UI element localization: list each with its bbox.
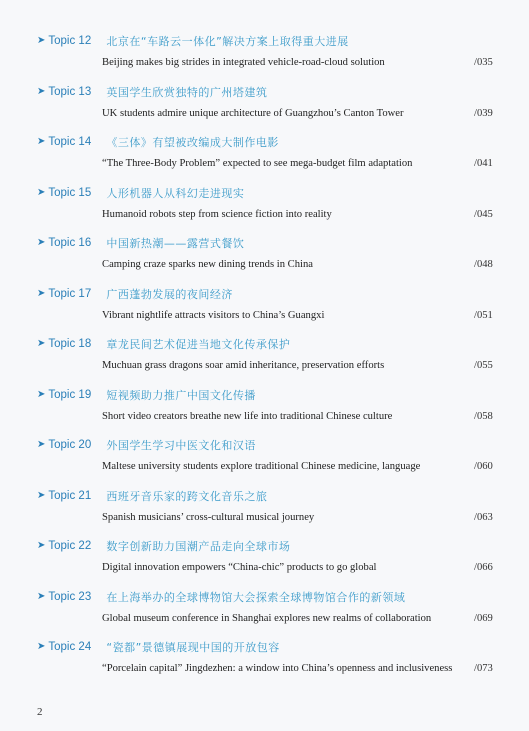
topic-label: Topic 20 — [48, 439, 92, 451]
topic-page-ref: /063 — [474, 511, 493, 523]
topic-title-zh: 《三体》有望被改编成大制作电影 — [106, 136, 279, 149]
toc-entry[interactable] — [0, 234, 529, 284]
topic-title-en: UK students admire unique architecture of Guangzhou’s Canton Tower — [102, 107, 404, 119]
topic-title-zh: 数字创新助力国潮产品走向全球市场 — [106, 540, 291, 553]
topic-title-en: Digital innovation empowers “China-chic” products to go global — [102, 562, 377, 573]
toc-entry-head — [37, 588, 405, 606]
topic-title-en: Maltese university students explore traditional Chinese medicine, language — [102, 461, 421, 472]
topic-title-en: Vibrant nightlife attracts visitors to China’s Guangxi — [102, 309, 325, 321]
toc-entry[interactable] — [0, 32, 529, 82]
topic-page-ref: /055 — [474, 360, 493, 371]
topic-page-ref: /045 — [474, 208, 493, 220]
topic-title-en: “The Three-Body Problem” expected to see mega-budget film adaptation — [102, 158, 413, 169]
topic-title-en: “Porcelain capital” Jingdezhen: a window into China’s openness and inclusiveness — [102, 663, 453, 674]
toc-entry[interactable] — [0, 335, 529, 385]
arrow-right-icon: ➤ — [37, 439, 46, 450]
topic-title-en: Global museum conference in Shanghai explores new realms of collaboration — [102, 612, 432, 624]
toc-entry-head — [37, 487, 267, 505]
arrow-right-icon: ➤ — [37, 136, 46, 147]
toc-entry[interactable] — [0, 537, 529, 587]
topic-page-ref: /039 — [474, 107, 493, 119]
topic-label: Topic 23 — [48, 590, 92, 603]
arrow-right-icon: ➤ — [37, 237, 46, 248]
arrow-right-icon: ➤ — [37, 540, 46, 551]
topic-label: Topic 16 — [48, 237, 92, 249]
arrow-right-icon: ➤ — [37, 590, 46, 602]
toc-entry-head — [37, 335, 290, 353]
toc-entry-head — [37, 537, 290, 555]
toc-entry[interactable] — [0, 285, 529, 335]
topic-page-ref: /041 — [474, 158, 493, 169]
toc-entry-head — [37, 234, 244, 252]
toc-entry-head — [37, 285, 233, 303]
topic-title-zh: 章龙民间艺术促进当地文化传承保护 — [106, 338, 291, 351]
toc-entry[interactable] — [0, 588, 529, 638]
topic-page-ref: /066 — [474, 562, 493, 573]
topic-page-ref: /051 — [474, 309, 493, 321]
topic-title-zh: 短视频助力推广中国文化传播 — [106, 388, 256, 402]
topic-label: Topic 17 — [48, 287, 92, 300]
topic-title-en: Camping craze sparks new dining trends in China — [102, 259, 313, 270]
topic-page-ref: /060 — [474, 461, 493, 472]
arrow-right-icon: ➤ — [37, 641, 46, 652]
topic-title-en: Humanoid robots step from science fiction into reality — [102, 208, 332, 220]
toc-entry[interactable] — [0, 436, 529, 486]
topic-title-zh: 人形机器人从科幻走进现实 — [106, 186, 245, 200]
topic-title-zh: 英国学生欣赏独特的广州塔建筑 — [106, 85, 268, 99]
topic-title-zh: 广西蓬勃发展的夜间经济 — [106, 287, 233, 301]
topic-label: Topic 15 — [48, 186, 92, 199]
topic-page-ref: /058 — [474, 410, 493, 422]
toc-entry-head — [37, 32, 349, 50]
toc-entry-head — [37, 184, 244, 202]
arrow-right-icon: ➤ — [37, 35, 46, 46]
topic-page-ref: /073 — [474, 663, 493, 674]
toc-entry-head — [37, 638, 280, 656]
topic-label: Topic 21 — [48, 489, 92, 502]
toc-entry[interactable] — [0, 83, 529, 133]
toc-entry[interactable] — [0, 386, 529, 436]
topic-page-ref: /069 — [474, 612, 493, 624]
topic-title-en: Spanish musicians’ cross-cultural musical journey — [102, 511, 315, 523]
topic-label: Topic 22 — [48, 540, 92, 552]
toc-entry-head — [37, 436, 256, 454]
topic-label: Topic 14 — [48, 136, 92, 148]
toc-entry[interactable] — [0, 638, 529, 688]
topic-page-ref: /048 — [474, 259, 493, 270]
toc-entry[interactable] — [0, 487, 529, 537]
topic-label: Topic 19 — [48, 388, 92, 401]
toc-entry-head — [37, 386, 256, 404]
topic-label: Topic 12 — [48, 35, 92, 47]
topic-title-en: Beijing makes big strides in integrated vehicle-road-cloud solution — [102, 57, 385, 68]
toc-entry[interactable] — [0, 133, 529, 183]
toc-entry-head — [37, 133, 279, 151]
topic-title-zh: 北京在“车路云一体化”解决方案上取得重大进展 — [106, 35, 349, 48]
arrow-right-icon: ➤ — [37, 489, 46, 501]
topic-title-en: Short video creators breathe new life into traditional Chinese culture — [102, 410, 393, 422]
arrow-right-icon: ➤ — [37, 85, 46, 97]
topic-title-en: Muchuan grass dragons soar amid inheritance, preservation efforts — [102, 360, 385, 371]
topic-title-zh: 在上海举办的全球博物馆大会探索全球博物馆合作的新领域 — [106, 590, 406, 604]
arrow-right-icon: ➤ — [37, 186, 46, 198]
topic-title-zh: “瓷都”景德镇展现中国的开放包容 — [106, 641, 280, 654]
topic-label: Topic 18 — [48, 338, 92, 350]
toc-entry[interactable] — [0, 184, 529, 234]
arrow-right-icon: ➤ — [37, 287, 46, 299]
toc-entry-head — [37, 83, 267, 101]
arrow-right-icon: ➤ — [37, 338, 46, 349]
arrow-right-icon: ➤ — [37, 388, 46, 400]
topic-title-zh: 中国新热潮——露营式餐饮 — [106, 237, 245, 250]
topic-title-zh: 外国学生学习中医文化和汉语 — [106, 439, 256, 452]
topic-title-zh: 西班牙音乐家的跨文化音乐之旅 — [106, 489, 268, 503]
topic-label: Topic 13 — [48, 85, 92, 98]
topic-label: Topic 24 — [48, 641, 92, 653]
page-number: 2 — [37, 706, 43, 718]
topic-page-ref: /035 — [474, 57, 493, 68]
